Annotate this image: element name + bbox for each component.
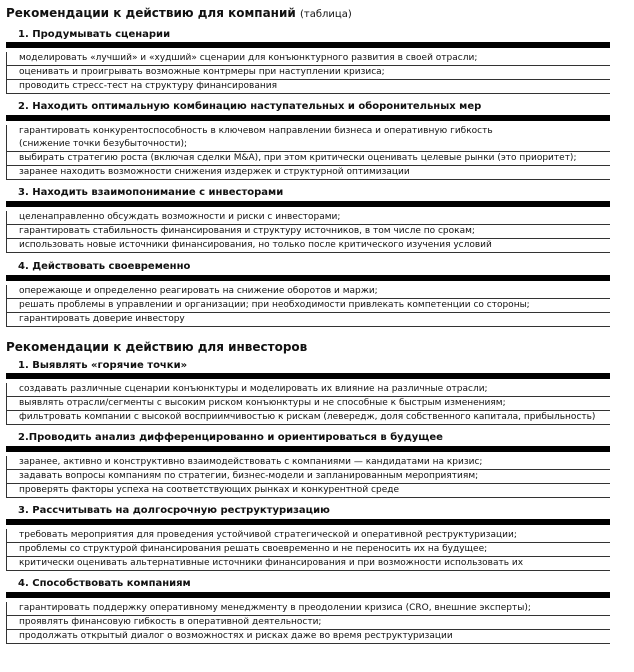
row-marker [6,211,7,224]
section-heading: 4. Действовать своевременно [18,261,191,272]
row-marker [6,411,7,424]
list-item [6,411,610,425]
list-item [6,125,610,152]
row-marker [6,313,7,326]
row-marker [6,225,7,238]
list-item [6,66,610,80]
row-marker [6,543,7,556]
row-marker [6,602,7,615]
list-item-text: целенаправленно обсуждать возможности и риски с инвесторами; [19,212,341,222]
list-item-text: проверять факторы успеха на соответствующих рынках и конкурентной среде [19,485,399,495]
row-marker [6,630,7,643]
list-item-text: выявлять отрасли/сегменты с высоким риском конъюнктуры и не способные к быстрым изменениям; [19,398,506,408]
list-item-text: заранее, активно и конструктивно взаимодействовать с компаниями — кандидатами на кризис; [19,457,483,467]
list-item [6,529,610,543]
row-marker [6,125,7,151]
row-marker [6,456,7,469]
row-marker [6,80,7,93]
list-item [6,52,610,66]
block-title [6,6,352,20]
list-item-text: критически оценивать альтернативные источники финансирования и при возможности использовать их [19,558,524,568]
list-item-text: оценивать и проигрывать возможные контрмеры при наступлении кризиса; [19,67,385,77]
block-title [6,340,307,354]
block-title-text: Рекомендации к действию для инвесторов [6,340,308,354]
section-divider-bar [6,519,610,525]
list-item [6,630,610,644]
list-item [6,543,610,557]
list-item [6,484,610,498]
list-item-text: заранее находить возможности снижения издержек и структурной оптимизации [19,167,410,177]
list-item-text: использовать новые источники финансирования, но только после критического изучения условий [19,240,492,250]
section-heading: 3. Находить взаимопонимание с инвесторами [18,187,284,198]
list-item-text: гарантировать поддержку оперативному менеджменту в преодолении кризиса (CRO, внешние эксперты); [19,603,531,613]
row-marker [6,152,7,165]
list-item [6,456,610,470]
row-marker [6,285,7,298]
block-title-text: Рекомендации к действию для компаний [6,6,296,20]
list-item [6,166,610,180]
row-marker [6,557,7,570]
list-item [6,225,610,239]
list-item [6,313,610,327]
section-heading: 3. Рассчитывать на долгосрочную реструктуризацию [18,505,330,516]
list-item [6,383,610,397]
list-item [6,152,610,166]
block-title-note: (таблица) [299,9,352,20]
list-item-text: опережающе и определенно реагировать на снижение оборотов и маржи; [19,286,378,296]
section-heading: 2.Проводить анализ дифференцированно и ориентироваться в будущее [18,432,443,443]
list-item [6,299,610,313]
list-item-text: продолжать открытый диалог о возможностях и рисках даже во время реструктуризации [19,631,453,641]
row-marker [6,166,7,179]
section-divider-bar [6,115,610,121]
list-item [6,80,610,94]
section-divider-bar [6,373,610,379]
section-divider-bar [6,592,610,598]
list-item-text: выбирать стратегию роста (включая сделки M&A), при этом критически оценивать целевые рынки (это приоритет); [19,153,577,163]
list-item [6,557,610,571]
list-item-text: моделировать «лучший» и «худший» сценарии для конъюнктурного развития в своей отрасли; [19,53,478,63]
list-item [6,602,610,616]
list-item [6,239,610,253]
row-marker [6,470,7,483]
row-marker [6,529,7,542]
section-divider-bar [6,275,610,281]
list-item [6,397,610,411]
list-item-text: задавать вопросы компаниям по стратегии, бизнес-модели и запланированным мероприятиям; [19,471,479,481]
list-item-text: требовать мероприятия для проведения устойчивой стратегической и оперативной реструктуризации; [19,530,517,540]
list-item-text: проводить стресс-тест на структуру финансирования [19,81,278,91]
list-item [6,470,610,484]
list-item-text: гарантировать конкурентоспособность в ключевом направлении бизнеса и оперативную гибкость (снижение точки безубыточности); [19,126,493,149]
section-heading: 4. Способствовать компаниям [18,578,191,589]
list-item [6,616,610,630]
row-marker [6,239,7,252]
list-item-text: проблемы со структурой финансирования решать своевременно и не переносить их на будущее; [19,544,488,554]
row-marker [6,299,7,312]
list-item-text: гарантировать доверие инвестору [19,314,185,324]
list-item-text: решать проблемы в управлении и организации; при необходимости привлекать компетенции со стороны; [19,300,530,310]
row-marker [6,52,7,65]
row-marker [6,397,7,410]
section-divider-bar [6,446,610,452]
row-marker [6,383,7,396]
list-item [6,285,610,299]
list-item [6,211,610,225]
list-item-text: фильтровать компании с высокой восприимчивостью к рискам (левередж, доля собственного капитала, прибыльность) [19,412,596,422]
section-heading: 1. Выявлять «горячие точки» [18,360,188,371]
section-heading: 2. Находить оптимальную комбинацию наступательных и оборонительных мер [18,101,482,112]
section-heading: 1. Продумывать сценарии [18,29,171,40]
list-item-text: проявлять финансовую гибкость в оперативной деятельности; [19,617,322,627]
row-marker [6,616,7,629]
row-marker [6,66,7,79]
section-divider-bar [6,42,610,48]
list-item-text: создавать различные сценарии конъюнктуры и моделировать их влияние на различные отрасли; [19,384,488,394]
row-marker [6,484,7,497]
section-divider-bar [6,201,610,207]
list-item-text: гарантировать стабильность финансирования и структуру источников, в том числе по срокам; [19,226,475,236]
